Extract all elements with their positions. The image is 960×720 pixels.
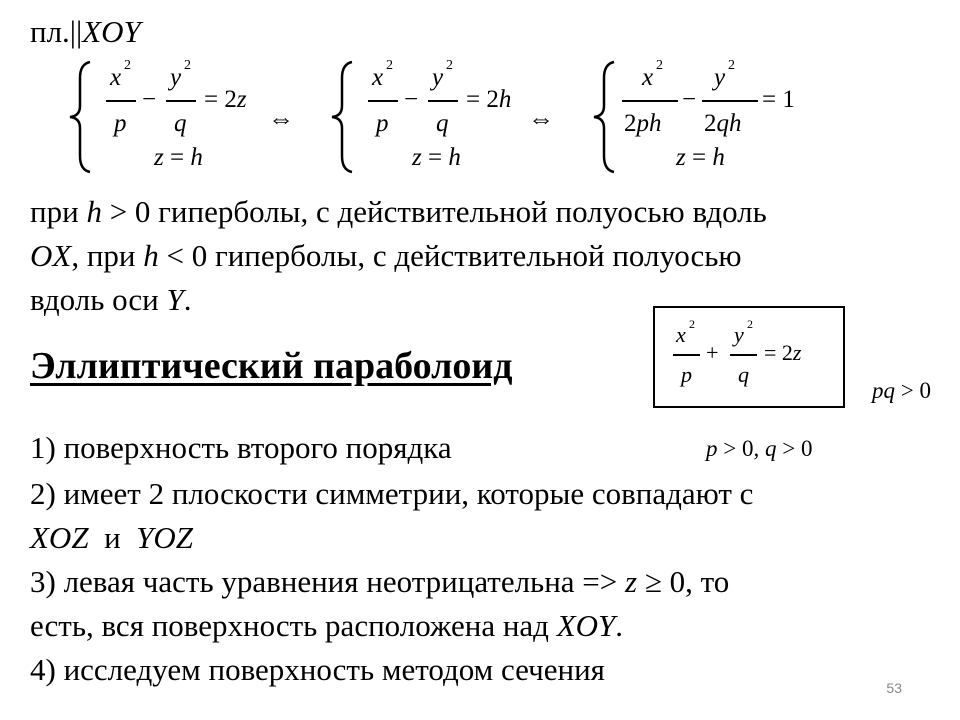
s1-line2-rhs: h — [190, 144, 203, 171]
cond-p-rel: > 0, — [717, 436, 765, 461]
cond-q-rel: > 0 — [776, 436, 813, 461]
s3-line2-rhs: h — [712, 144, 725, 171]
bf-eq: = 2 — [764, 340, 793, 365]
s3-line2-lhs: z — [676, 144, 686, 171]
condition-pq — [872, 378, 931, 404]
s3-minus: − — [682, 86, 697, 113]
s3-b-num: y — [714, 64, 726, 91]
brace-2-icon — [328, 60, 358, 174]
s1-a-fraction-bar — [106, 100, 136, 102]
item-3-text-d: . — [615, 608, 624, 643]
s1-eq: = 2 — [204, 86, 237, 113]
cond-pq-var: pq — [872, 378, 895, 403]
s3-a-den — [624, 110, 662, 138]
p3-text-b: . — [183, 282, 192, 317]
item-2-line-2 — [30, 520, 193, 556]
s1-a-num: x — [110, 64, 122, 91]
brace-3-icon — [590, 60, 620, 174]
section-heading: Эллиптический параболоид — [30, 345, 513, 387]
s1-line2-lhs: z — [154, 144, 164, 171]
bf-b-fraction-bar — [730, 354, 757, 356]
s2-a-num: x — [372, 64, 384, 91]
item-2-yoz: YOZ — [136, 520, 194, 555]
bf-rhs-var: z — [792, 340, 802, 365]
s2-b-den: q — [436, 110, 449, 137]
s2-line2-lhs: z — [412, 144, 422, 171]
s3-b-exp: 2 — [728, 58, 735, 73]
p2-ox: OX — [30, 238, 72, 273]
item-2-xoz: XOZ — [30, 520, 89, 555]
plane-label — [30, 14, 141, 50]
s3-b-fraction-bar — [702, 100, 758, 102]
s2-a-fraction-bar — [368, 100, 398, 102]
s1-b-exp: 2 — [184, 58, 191, 73]
s1-a-exp: 2 — [124, 58, 131, 73]
plane-name: XOY — [82, 14, 141, 49]
s2-a-den: p — [376, 110, 389, 137]
s3-a-den-var: ph — [636, 110, 662, 137]
s3-b-den-var: qh — [716, 110, 742, 137]
cond-p: p — [706, 436, 718, 461]
s1-a-den: p — [114, 110, 127, 137]
condition-p-q — [706, 436, 812, 462]
bf-a-exp: 2 — [689, 317, 695, 331]
s2-line2-rhs: h — [448, 144, 461, 171]
equivalence-2-icon: ⇔ — [528, 104, 554, 133]
s2-line2 — [412, 144, 461, 172]
bf-plus: + — [706, 340, 719, 365]
s2-minus: − — [404, 86, 419, 113]
s3-b-den — [704, 110, 742, 138]
s1-rhs-var: z — [236, 86, 247, 113]
s3-line2-eq: = — [691, 144, 707, 171]
bf-b-num: y — [734, 322, 744, 347]
s2-b-fraction-bar — [428, 100, 458, 102]
paragraph-line-1 — [30, 194, 767, 230]
item-3-xoy: XOY — [556, 608, 616, 643]
s3-b-den-coef: 2 — [704, 110, 717, 137]
s3-a-num: x — [642, 64, 654, 91]
cond-pq-rel: > 0 — [895, 378, 931, 403]
p2-text-c: < 0 гиперболы, с действительной полуосью — [158, 238, 742, 273]
s2-a-exp: 2 — [386, 58, 393, 73]
s1-b-num: y — [170, 64, 182, 91]
s1-b-fraction-bar — [166, 100, 196, 102]
bf-a-fraction-bar — [673, 354, 700, 356]
item-3-text-a: 3) левая часть уравнения неотрицательна => — [30, 564, 626, 599]
p3-text-a: вдоль оси — [30, 282, 167, 317]
bf-a-num: x — [676, 322, 686, 347]
s2-line2-eq: = — [427, 144, 443, 171]
bf-rhs — [764, 340, 801, 366]
s1-line2-eq: = — [169, 144, 185, 171]
plane-prefix: пл.|| — [30, 14, 83, 49]
s3-a-fraction-bar — [622, 100, 678, 102]
item-3-line-2 — [30, 608, 623, 644]
p3-y: Y — [166, 282, 184, 317]
p2-text-b: , при — [71, 238, 144, 273]
s3-a-exp: 2 — [656, 58, 663, 73]
s1-minus: − — [142, 86, 157, 113]
p1-text-a: при — [30, 194, 87, 229]
s2-eq: = 2 — [466, 86, 499, 113]
page-number: 53 — [886, 680, 902, 696]
p2-h: h — [143, 238, 159, 273]
p1-h: h — [86, 194, 102, 229]
item-3-z: z — [625, 564, 638, 599]
s2-b-num: y — [432, 64, 444, 91]
paragraph-line-3 — [30, 282, 191, 318]
bf-b-den: q — [738, 362, 749, 387]
paragraph-line-2 — [30, 238, 742, 274]
item-2-line-1: 2) имеет 2 плоскости симметрии, которые совпадают с — [30, 476, 754, 511]
s1-b-den: q — [174, 110, 187, 137]
s3-a-den-coef: 2 — [624, 110, 637, 137]
s2-rhs-var: h — [498, 86, 512, 113]
item-3-text-c: есть, вся поверхность расположена над — [30, 608, 557, 643]
brace-1-icon — [66, 60, 96, 174]
s2-b-exp: 2 — [446, 58, 453, 73]
equivalence-1-icon: ⇔ — [268, 104, 294, 133]
item-1: 1) поверхность второго порядка — [30, 430, 452, 465]
cond-q: q — [764, 436, 777, 461]
bf-a-den: p — [681, 362, 692, 387]
s3-line2 — [676, 144, 725, 172]
s2-rhs — [466, 86, 511, 114]
s1-rhs — [204, 86, 247, 114]
s1-line2 — [154, 144, 203, 172]
item-2-and: и — [88, 520, 137, 555]
item-3-text-b: ≥ 0, то — [637, 564, 730, 599]
item-3-line-1 — [30, 564, 729, 600]
bf-b-exp: 2 — [747, 317, 753, 331]
p1-text-b: > 0 гиперболы, с действительной полуосью вдоль — [101, 194, 767, 229]
item-4: 4) исследуем поверхность методом сечения — [30, 652, 605, 687]
s3-rhs: = 1 — [762, 86, 795, 113]
